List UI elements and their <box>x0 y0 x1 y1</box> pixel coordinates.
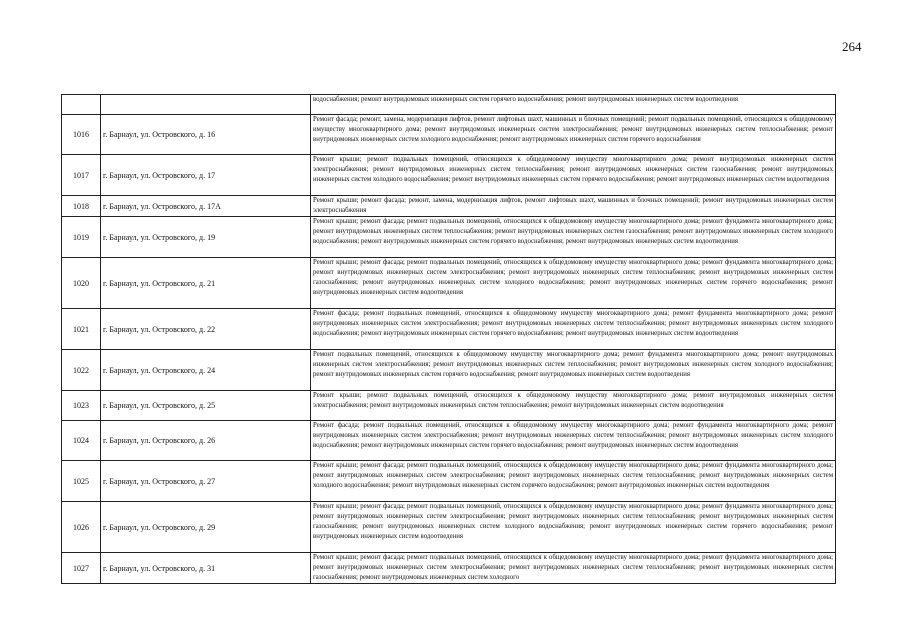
table-row <box>62 155 836 196</box>
row-number: 1021 <box>62 309 101 350</box>
page-number: 264 <box>842 39 862 54</box>
row-works: водоснабжения; ремонт внутридомовых инженерных систем горячего водоснабжения; ремонт внутридомовых инженерных систем водоотведения <box>311 95 836 115</box>
table-row <box>62 461 836 502</box>
row-works: Ремонт крыши; ремонт фасада; ремонт подвальных помещений, относящихся к общедомовому имуществу многоквартирного дома; ремонт фундамента многоквартирного дома; ремонт внутридомовых инженерных систем теплоснабжения; ремонт внутридомовых инженерных систем газоснабжения; ремонт внутридомовых инженерных систем холодного водоснабжения; ремонт внутридомовых инженерных систем горячего водоснабжения; ремонт внутридомовых инженерных систем водоотведения <box>311 217 836 258</box>
row-works: Ремонт крыши; ремонт фасада; ремонт подвальных помещений, относящихся к общедомовому имуществу многоквартирного дома; ремонт фундамента многоквартирного дома; ремонт внутридомовых инженерных систем электроснабжения; ремонт внутридомовых инженерных систем теплоснабжения; ремонт внутридомовых инженерных систем газоснабжения; ремонт внутридомовых инженерных систем холодного водоснабжения; ремонт внутридомовых инженерных систем горячего водоснабжения; ремонт внутридомовых инженерных систем водоотведения <box>311 258 836 309</box>
row-address: г. Барнаул, ул. Островского, д. 21 <box>101 258 311 309</box>
table-row <box>62 196 836 217</box>
row-address: г. Барнаул, ул. Островского, д. 29 <box>101 502 311 553</box>
row-works: Ремонт подвальных помещений, относящихся к общедомовому имуществу многоквартирного дома; ремонт фундамента многоквартирного дома; ремонт внутридомовых инженерных систем электроснабжения; ремонт внутридомовых инженерных систем теплоснабжения; ремонт внутридомовых инженерных систем холодного водоснабжения; ремонт внутридомовых инженерных систем горячего водоснабжения; ремонт внутридомовых инженерных систем водоотведения <box>311 350 836 391</box>
row-works: Ремонт крыши; ремонт подвальных помещений, относящихся к общедомовому имуществу многоквартирного дома; ремонт внутридомовых инженерных систем электроснабжения; ремонт внутридомовых инженерных систем теплоснабжения; ремонт внутридомовых инженерных систем водоотведения <box>311 391 836 421</box>
row-works: Ремонт крыши; ремонт фасада; ремонт подвальных помещений, относящихся к общедомовому имуществу многоквартирного дома; ремонт фундамента многоквартирного дома; ремонт внутридомовых инженерных систем электроснабжения; ремонт внутридомовых инженерных систем теплоснабжения; ремонт внутридомовых инженерных систем газоснабжения; ремонт внутридомовых инженерных систем холодного <box>311 553 836 584</box>
repair-works-table <box>61 94 836 584</box>
row-number: 1016 <box>62 115 101 155</box>
table-row <box>62 350 836 391</box>
table-row <box>62 502 836 553</box>
table-row <box>62 309 836 350</box>
table-row <box>62 391 836 421</box>
row-address: г. Барнаул, ул. Островского, д. 19 <box>101 217 311 258</box>
row-number: 1019 <box>62 217 101 258</box>
row-address: г. Барнаул, ул. Островского, д. 31 <box>101 553 311 584</box>
table-row <box>62 553 836 584</box>
table-row <box>62 115 836 155</box>
row-number: 1027 <box>62 553 101 584</box>
row-address: г. Барнаул, ул. Островского, д. 17А <box>101 196 311 217</box>
row-number: 1020 <box>62 258 101 309</box>
row-works: Ремонт крыши; ремонт фасада; ремонт подвальных помещений, относящихся к общедомовому имуществу многоквартирного дома; ремонт фундамента многоквартирного дома; ремонт внутридомовых инженерных систем электроснабжения; ремонт внутридомовых инженерных систем теплоснабжения; ремонт внутридомовых инженерных систем холодного водоснабжения; ремонт внутридомовых инженерных систем горячего водоснабжения; ремонт внутридомовых инженерных систем водоотведения <box>311 461 836 502</box>
row-address: г. Барнаул, ул. Островского, д. 24 <box>101 350 311 391</box>
row-works: Ремонт крыши; ремонт подвальных помещений, относящихся к общедомовому имуществу многоквартирного дома; ремонт внутридомовых инженерных систем электроснабжения; ремонт внутридомовых инженерных систем теплоснабжения; ремонт внутридомовых инженерных систем газоснабжения; ремонт внутридомовых инженерных систем холодного водоснабжения; ремонт внутридомовых инженерных систем горячего водоснабжения; ремонт внутридомовых инженерных систем водоотведения <box>311 155 836 196</box>
row-works: Ремонт фасада; ремонт подвальных помещений, относящихся к общедомовому имуществу многоквартирного дома; ремонт фундамента многоквартирного дома; ремонт внутридомовых инженерных систем электроснабжения; ремонт внутридомовых инженерных систем теплоснабжения; ремонт внутридомовых инженерных систем холодного водоснабжения; ремонт внутридомовых инженерных систем горячего водоснабжения; ремонт внутридомовых инженерных систем водоотведения <box>311 421 836 461</box>
row-address: г. Барнаул, ул. Островского, д. 17 <box>101 155 311 196</box>
row-works: Ремонт крыши; ремонт фасада; ремонт, замена, модернизация лифтов, ремонт лифтовых шахт, машинных и блочных помещений; ремонт внутридомовых инженерных систем электроснабжения <box>311 196 836 217</box>
row-address: г. Барнаул, ул. Островского, д. 22 <box>101 309 311 350</box>
row-address: г. Барнаул, ул. Островского, д. 16 <box>101 115 311 155</box>
row-works: Ремонт крыши; ремонт фасада; ремонт подвальных помещений, относящихся к общедомовому имуществу многоквартирного дома; ремонт фундамента многоквартирного дома; ремонт внутридомовых инженерных систем электроснабжения; ремонт внутридомовых инженерных систем теплоснабжения; ремонт внутридомовых инженерных систем газоснабжения; ремонт внутридомовых инженерных систем холодного водоснабжения; ремонт внутридомовых инженерных систем горячего водоснабжения; ремонт внутридомовых инженерных систем водоотведения <box>311 502 836 553</box>
row-number: 1023 <box>62 391 101 421</box>
row-works: Ремонт фасада; ремонт, замена, модернизация лифтов, ремонт лифтовых шахт, машинных и блочных помещений; ремонт подвальных помещений, относящихся к общедомовому имуществу многоквартирного дома; ремонт внутридомовых инженерных систем электроснабжения; ремонт внутридомовых инженерных систем теплоснабжения; ремонт внутридомовых инженерных систем холодного водоснабжения; ремонт внутридомовых инженерных систем горячего водоснабжения <box>311 115 836 155</box>
row-number: 1018 <box>62 196 101 217</box>
row-number: 1025 <box>62 461 101 502</box>
row-address: г. Барнаул, ул. Островского, д. 26 <box>101 421 311 461</box>
row-works: Ремонт фасада; ремонт подвальных помещений, относящихся к общедомовому имуществу многоквартирного дома; ремонт фундамента многоквартирного дома; ремонт внутридомовых инженерных систем электроснабжения; ремонт внутридомовых инженерных систем теплоснабжения; ремонт внутридомовых инженерных систем холодного водоснабжения; ремонт внутридомовых инженерных систем горячего водоснабжения; ремонт внутридомовых инженерных систем водоотведения <box>311 309 836 350</box>
row-address: г. Барнаул, ул. Островского, д. 27 <box>101 461 311 502</box>
row-number <box>62 95 101 115</box>
row-number: 1024 <box>62 421 101 461</box>
row-address: г. Барнаул, ул. Островского, д. 25 <box>101 391 311 421</box>
table-row <box>62 421 836 461</box>
row-number: 1017 <box>62 155 101 196</box>
row-address <box>101 95 311 115</box>
row-number: 1022 <box>62 350 101 391</box>
table-row <box>62 258 836 309</box>
row-number: 1026 <box>62 502 101 553</box>
table-row <box>62 217 836 258</box>
table-row <box>62 95 836 115</box>
